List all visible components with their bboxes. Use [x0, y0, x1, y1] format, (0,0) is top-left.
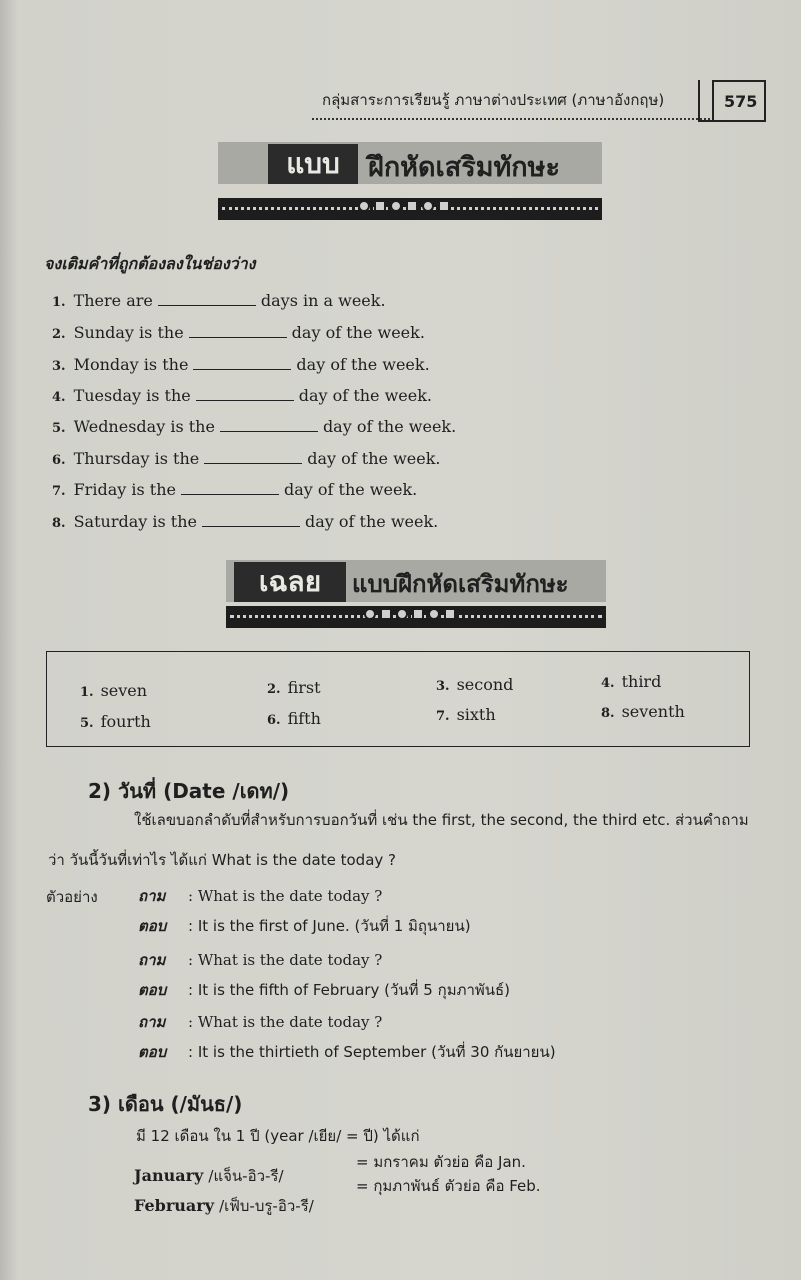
- example-line-2: ตอบ : It is the first of June. (วันที่ 1 มิถุนายน): [138, 917, 471, 935]
- answer-3: 3. second: [436, 675, 514, 694]
- example-line-6: ตอบ : It is the thirtieth of September (วันที่ 30 กันยายน): [138, 1043, 556, 1061]
- exercise-banner: [218, 138, 602, 228]
- month-january: January /แจ็น-อิว-รี/: [134, 1166, 284, 1185]
- answer-blank[interactable]: [202, 512, 300, 527]
- answer-blank[interactable]: [158, 291, 256, 306]
- section-3-intro: มี 12 เดือน ใน 1 ปี (year /เยีย/ = ปี) ได้แก่: [136, 1127, 420, 1145]
- question-4: 4. Tuesday is the day of the week.: [52, 386, 433, 405]
- answer-7: 7. sixth: [436, 705, 496, 724]
- month-february: February /เฟ็บ-บรู-อิว-รี/: [134, 1196, 314, 1215]
- answer-banner-strip: [226, 606, 606, 628]
- month-january-meaning: = มกราคม ตัวย่อ คือ Jan.: [356, 1153, 526, 1171]
- section-2-paragraph-line-1: ใช้เลขบอกลำดับที่สำหรับการบอกวันที่ เช่น the first, the second, the third etc. ส่วนคำถาม: [134, 811, 749, 829]
- answer-5: 5. fourth: [80, 712, 151, 731]
- example-line-3: ถาม : What is the date today ?: [138, 951, 383, 969]
- answer-blank[interactable]: [220, 417, 318, 432]
- exercise-banner-strip: [218, 198, 602, 220]
- question-2: 2. Sunday is the day of the week.: [52, 323, 425, 342]
- section-2-heading: 2) วันที่ (Date /เดท/): [88, 779, 290, 803]
- answer-4: 4. third: [601, 672, 662, 691]
- answer-blank[interactable]: [181, 480, 279, 495]
- answer-blank[interactable]: [196, 386, 294, 401]
- header-dotted-rule: [312, 118, 714, 120]
- question-1: 1. There are days in a week.: [52, 291, 386, 310]
- month-february-meaning: = กุมภาพันธ์ ตัวย่อ คือ Feb.: [356, 1177, 541, 1195]
- answer-banner-tag: เฉลย: [234, 562, 346, 602]
- question-7: 7. Friday is the day of the week.: [52, 480, 418, 499]
- header-subject: กลุ่มสาระการเรียนรู้ ภาษาต่างประเทศ (ภาษาอังกฤษ): [322, 91, 665, 109]
- answer-1: 1. seven: [80, 681, 148, 700]
- answer-banner-title: แบบฝึกหัดเสริมทักษะ: [352, 570, 569, 598]
- exercise-banner-tag: แบบ: [268, 144, 358, 184]
- example-label: ตัวอย่าง: [46, 888, 98, 906]
- question-8: 8. Saturday is the day of the week.: [52, 512, 439, 531]
- answer-2: 2. first: [267, 678, 321, 697]
- example-line-5: ถาม : What is the date today ?: [138, 1013, 383, 1031]
- question-5: 5. Wednesday is the day of the week.: [52, 417, 457, 436]
- section-2-paragraph-line-2: ว่า วันนี้วันที่เท่าไร ได้แก่ What is the date today ?: [48, 851, 397, 869]
- answer-blank[interactable]: [189, 323, 287, 338]
- example-line-4: ตอบ : It is the fifth of February (วันที่ 5 กุมภาพันธ์): [138, 981, 511, 999]
- question-3: 3. Monday is the day of the week.: [52, 355, 430, 374]
- section-3-heading: 3) เดือน (/มันธ/): [88, 1092, 243, 1116]
- instruction: จงเติมคำที่ถูกต้องลงในช่องว่าง: [44, 254, 256, 273]
- page-number: 575: [724, 92, 758, 111]
- answer-blank[interactable]: [193, 355, 291, 370]
- answer-banner: [226, 560, 606, 630]
- answer-blank[interactable]: [204, 449, 302, 464]
- exercise-banner-title: ฝึกหัดเสริมทักษะ: [368, 152, 560, 183]
- question-6: 6. Thursday is the day of the week.: [52, 449, 441, 468]
- example-line-1: ถาม : What is the date today ?: [138, 887, 383, 905]
- answer-6: 6. fifth: [267, 709, 321, 728]
- answer-8: 8. seventh: [601, 702, 685, 721]
- answer-box: [46, 651, 750, 747]
